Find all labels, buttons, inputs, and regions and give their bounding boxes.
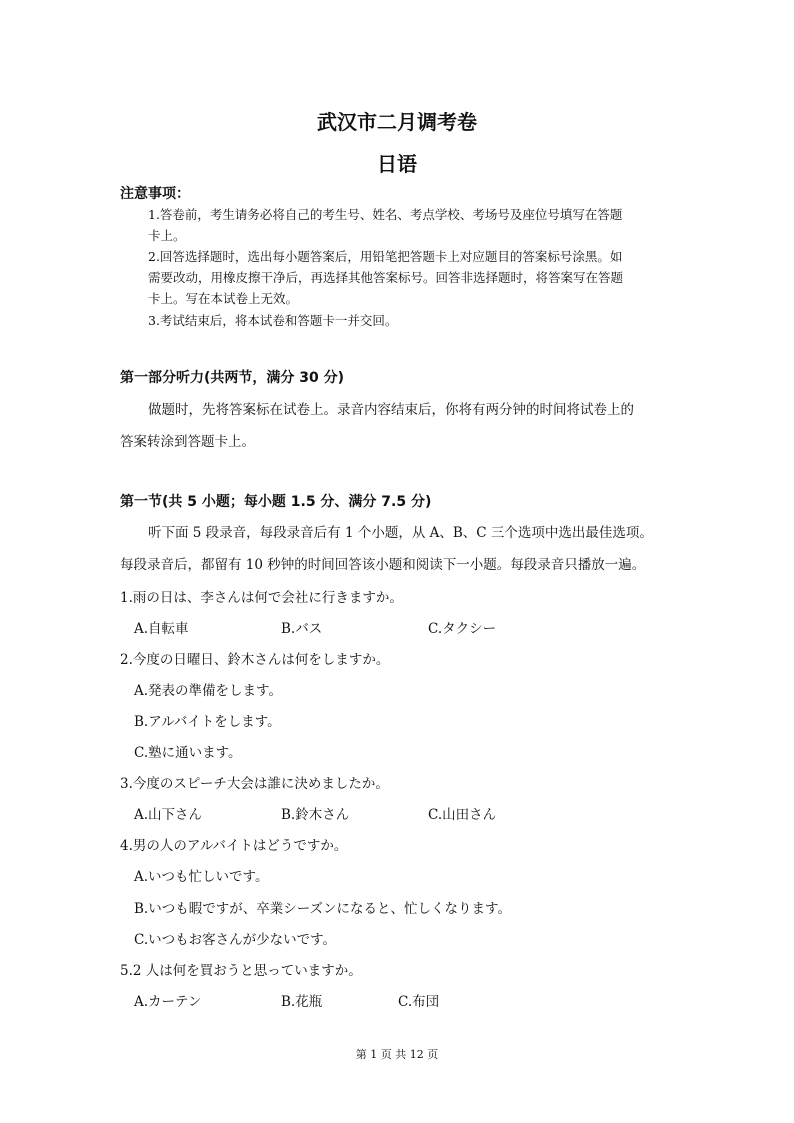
option-a: A.いつも忙しいです。 <box>134 869 269 885</box>
notice-heading: 注意事项： <box>120 186 190 202</box>
question-4: 4.男の人のアルバイトはどうですか。 <box>120 838 348 854</box>
option-c: C.タクシー <box>428 621 497 637</box>
part1-heading: 第一部分听力(共两节，满分 30 分) <box>120 370 345 386</box>
option-c: C.塾に通います。 <box>134 745 242 761</box>
option-c: C.いつもお客さんが少ないです。 <box>134 932 337 948</box>
notice-line: 卡上。写在本试卷上无效。 <box>148 291 299 306</box>
option-b: B.鈴木さん <box>281 807 350 823</box>
option-a: A.カーテン <box>134 994 202 1010</box>
option-a: A.自転車 <box>134 621 189 637</box>
question-2: 2.今度の日曜日、鈴木さんは何をしますか。 <box>120 652 390 668</box>
exam-subject: 日语 <box>377 152 417 176</box>
notice-line: 卡上。 <box>148 228 186 243</box>
option-b: B.花瓶 <box>281 994 323 1010</box>
notice-line: 3.考试结束后，将本试卷和答题卡一并交回。 <box>148 313 398 328</box>
section1-intro: 每段录音后，都留有 10 秒钟的时间回答该小题和阅读下一小题。每段录音只播放一遍。 <box>120 557 646 573</box>
option-a: A.発表の準備をします。 <box>134 683 282 699</box>
question-1: 1.雨の日は、李さんは何で会社に行きますか。 <box>120 590 403 606</box>
notice-line: 需要改动，用橡皮擦干净后，再选择其他答案标号。回答非选择题时，将答案写在答题 <box>148 270 624 285</box>
notice-line: 2.回答选择题时，选出每小题答案后，用铅笔把答题卡上对应题目的答案标号涂黑。如 <box>148 249 623 264</box>
option-c: C.布団 <box>398 994 440 1010</box>
question-3: 3.今度のスピーチ大会は誰に決めましたか。 <box>120 776 389 792</box>
notice-line: 1.答卷前，考生请务必将自己的考生号、姓名、考点学校、考场号及座位号填写在答题 <box>148 207 623 222</box>
section1-heading: 第一节(共 5 小题；每小题 1.5 分、满分 7.5 分) <box>120 494 432 510</box>
part1-intro: 答案转涂到答题卡上。 <box>120 434 255 450</box>
page-footer: 第 1 页 共 12 页 <box>355 1048 439 1061</box>
part1-intro: 做题时，先将答案标在试卷上。录音内容结束后，你将有两分钟的时间将试卷上的 <box>148 402 634 418</box>
exam-title: 武汉市二月调考卷 <box>317 110 477 134</box>
option-b: B.アルバイトをします。 <box>134 714 281 730</box>
option-b: B.バス <box>281 621 323 637</box>
section1-intro: 听下面 5 段录音，每段录音后有 1 个小题，从 A、B、C 三个选项中选出最佳选项。 <box>148 525 653 541</box>
question-5: 5.2 人は何を買おうと思っていますか。 <box>120 963 362 979</box>
option-c: C.山田さん <box>428 807 497 823</box>
option-b: B.いつも暇ですが、卒業シーズンになると、忙しくなります。 <box>134 901 511 917</box>
option-a: A.山下さん <box>134 807 203 823</box>
